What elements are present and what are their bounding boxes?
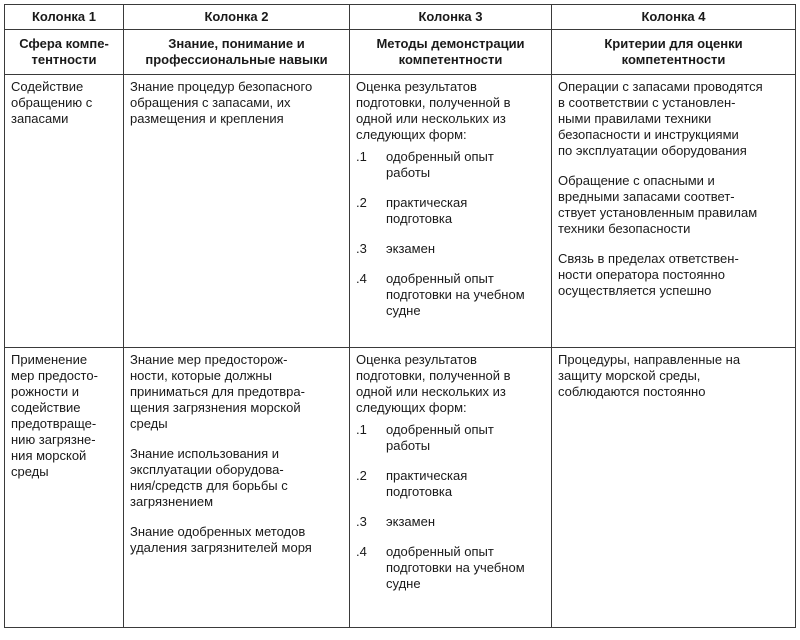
list-item	[356, 195, 545, 227]
methods-list	[356, 149, 545, 319]
subheader-criteria: Критерии для оценки компетентности	[552, 30, 796, 75]
list-item	[356, 422, 545, 454]
sphere-text: Содействие обращению с запасами	[11, 79, 93, 126]
method-number: .2	[356, 468, 367, 483]
knowledge-cell	[124, 348, 350, 628]
knowledge-text: Знание мер предосторож- ности, которые должны приниматься для предотвра- щения загрязнения морской среды	[130, 352, 305, 431]
methods-cell	[350, 348, 552, 628]
criteria-text: Обращение с опасными и вредными запасами соответ- ствует установленным правилам техники безопасности	[558, 173, 758, 236]
method-text: одобренный опыт подготовки на учебном судне	[386, 544, 525, 591]
table-row	[5, 75, 796, 348]
method-text: одобренный опыт работы	[386, 149, 494, 180]
column-header-4: Колонка 4	[552, 5, 796, 30]
column-header-3: Колонка 3	[350, 5, 552, 30]
knowledge-text: Знание процедур безопасного обращения с запасами, их размещения и крепления	[130, 79, 313, 126]
criteria-text: Процедуры, направленные на защиту морской среды, соблюдаются постоянно	[558, 352, 741, 399]
methods-list	[356, 422, 545, 592]
method-number: .4	[356, 271, 367, 286]
method-text: экзамен	[386, 514, 436, 529]
list-item	[356, 514, 545, 530]
method-text: экзамен	[386, 241, 436, 256]
sphere-text: Применение мер предосто- рожности и содействие предотвраще- нию загрязне- ния морской среды	[11, 352, 98, 479]
knowledge-text: Знание одобренных методов удаления загрязнителей моря	[130, 524, 312, 555]
method-text: практическая подготовка	[386, 468, 468, 499]
method-number: .1	[356, 149, 367, 164]
column-header-2: Колонка 2	[124, 5, 350, 30]
method-text: одобренный опыт работы	[386, 422, 494, 453]
list-item	[356, 149, 545, 181]
subheader-methods: Методы демонстрации компетентности	[350, 30, 552, 75]
list-item	[356, 544, 545, 592]
method-number: .3	[356, 241, 367, 256]
criteria-text: Операции с запасами проводятся в соответствии с установлен- ными правилами техники безопасности и инструкциями по эксплуатации оборудования	[558, 79, 763, 158]
method-number: .2	[356, 195, 367, 210]
knowledge-cell	[124, 75, 350, 348]
sphere-cell	[5, 348, 124, 628]
method-text: практическая подготовка	[386, 195, 468, 226]
list-item	[356, 241, 545, 257]
methods-intro: Оценка результатов подготовки, полученной в одной или нескольких из следующих форм:	[356, 352, 511, 415]
column-number-row	[5, 5, 796, 30]
method-number: .4	[356, 544, 367, 559]
list-item	[356, 468, 545, 500]
methods-intro: Оценка результатов подготовки, полученной в одной или нескольких из следующих форм:	[356, 79, 511, 142]
column-header-1: Колонка 1	[5, 5, 124, 30]
subheader-knowledge: Знание, понимание и профессиональные навыки	[124, 30, 350, 75]
knowledge-text: Знание использования и эксплуатации оборудова- ния/средств для борьбы с загрязнением	[130, 446, 288, 509]
criteria-cell	[552, 75, 796, 348]
subheader-sphere: Сфера компе- тентности	[5, 30, 124, 75]
sphere-cell	[5, 75, 124, 348]
method-number: .3	[356, 514, 367, 529]
method-text: одобренный опыт подготовки на учебном судне	[386, 271, 525, 318]
methods-cell	[350, 75, 552, 348]
table-row	[5, 348, 796, 628]
method-number: .1	[356, 422, 367, 437]
criteria-text: Связь в пределах ответствен- ности оператора постоянно осуществляется успешно	[558, 251, 739, 298]
criteria-cell	[552, 348, 796, 628]
list-item	[356, 271, 545, 319]
competence-table	[4, 4, 796, 628]
column-title-row	[5, 30, 796, 75]
